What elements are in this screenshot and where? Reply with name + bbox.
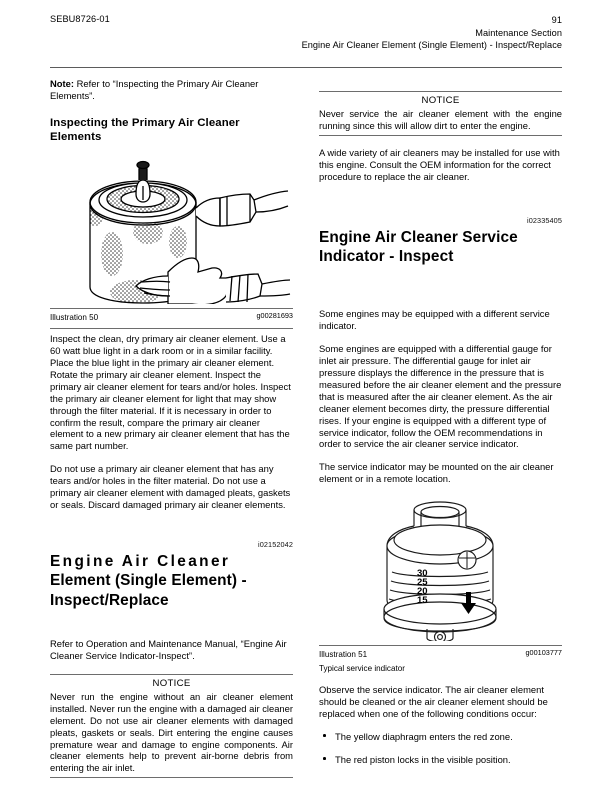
heading-service-indicator-inspect: [319, 228, 562, 267]
page-number: 91: [551, 15, 562, 25]
illustration-50-number: Illustration 50: [50, 313, 99, 323]
bullet-2-text: The red piston locks in the visible position.: [335, 753, 511, 765]
topic-name: Engine Air Cleaner Element (Single Element) - Inspect/Replace: [301, 40, 562, 51]
right-notice-box: [319, 91, 562, 136]
right-paragraph-3: Some engines are equipped with a differential gauge for inlet air pressure. The differential gauge for inlet air pressure displays the difference in the pressure that is measured before the air cleaner element and the pressure that is measured after the air cleaner element. As the air cleaner element becomes dirty, the pressure differential rises. If your engine is equipped with a different type of service indicator, follow the OEM recommendations in order to service the air cleaner service indicator.: [319, 343, 562, 450]
note-label: Note:: [50, 78, 75, 89]
bullet-item-1: [319, 731, 562, 743]
bullet-dot-icon: [323, 734, 326, 737]
illustration-50-divider-bottom: [50, 328, 293, 329]
heading-line-1: Engine Air Cleaner: [50, 552, 231, 570]
left-notice-box: [50, 674, 293, 778]
illustration-51-caption: Typical service indicator: [319, 664, 405, 674]
heading-inspecting-primary: Inspecting the Primary Air Cleaner Elements: [50, 116, 240, 144]
left-notice-body: Never run the engine without an air cleaner element installed. Never run the engine with a damaged air cleaner element. Do not use air cleaner elements with damaged pleats, gaskets or seals. Dirt entering the engine causes premature wear and damage to engine components. Air cleaner elements help to prevent air-borne debris from entering the air inlet.: [50, 690, 293, 774]
section-name: Maintenance Section: [475, 27, 562, 38]
illustration-51-graphic-id: g00103777: [525, 648, 562, 658]
heading-line-3: Inspect/Replace: [50, 591, 169, 609]
right-paragraph-1: A wide variety of air cleaners may be installed for use with this engine. Consult the OEM information for the correct procedure to replace the air cleaner.: [319, 146, 560, 182]
svg-text:15: 15: [417, 595, 428, 607]
right-notice-rule-bottom: [319, 135, 562, 136]
left-paragraph-3: Refer to Operation and Maintenance Manual, “Engine Air Cleaner Service Indicator-Inspect”.: [50, 638, 287, 662]
left-paragraph-2: Do not use a primary air cleaner element that has any tears and/or holes in the filter material. Do not use a primary air cleaner element with damaged pleats, gaskets or seals. Discard damaged primary air cleaner elements.: [50, 463, 291, 510]
left-notice-title: NOTICE: [152, 677, 191, 689]
svg-text:30: 30: [417, 568, 428, 580]
left-column: [50, 78, 293, 789]
illustration-50-graphic-id: g00281693: [256, 311, 293, 321]
left-paragraph-1: Inspect the clean, dry primary air cleaner element. Use a 60 watt blue light in a dark room or in a similar facility. Place the blue light in the primary air cleaner element. Rotate the primary air cleaner element. Inspect the primary air cleaner element for tears and/or holes. Inspect the primary air cleaner element for light that may show through the filter material. If it is necessary in order to confirm the result, compare the primary air cleaner element to a new primary air cleaner element that has the same part number.: [50, 333, 291, 452]
page-header: [50, 14, 562, 62]
document-number: SEBU8726-01: [50, 14, 110, 24]
left-section-id: i02152042: [258, 539, 293, 549]
illustration-51-divider: [319, 645, 562, 646]
heading-engine-air-cleaner-element: [50, 552, 293, 610]
svg-text:25: 25: [417, 577, 428, 589]
illustration-51-number: Illustration 51: [319, 650, 368, 660]
header-right-block: [302, 14, 562, 52]
right-section-id: i02335405: [527, 215, 562, 225]
right-heading-line-2: Indicator - Inspect: [319, 247, 454, 265]
header-divider: [50, 67, 562, 68]
right-paragraph-2: Some engines may be equipped with a different service indicator.: [319, 308, 550, 332]
illustration-50-caption-row: [50, 313, 293, 324]
right-notice-title: NOTICE: [421, 95, 460, 106]
right-paragraph-5: Observe the service indicator. The air cleaner element should be cleaned or the air cleaner element should be replaced when one of the following conditions occur:: [319, 684, 548, 719]
note-text: Refer to “Inspecting the Primary Air Cleaner Elements”.: [50, 78, 259, 101]
illustration-50-divider: [50, 308, 293, 309]
bullet-1-text: The yellow diaphragm enters the red zone.: [335, 730, 513, 742]
note-paragraph: [50, 78, 293, 102]
svg-text:20: 20: [417, 586, 428, 598]
right-notice-body: Never service the air cleaner element with the engine running since this will allow dirt to enter the engine.: [319, 108, 562, 131]
bullet-dot-icon: [323, 757, 326, 760]
heading-line-2: Element (Single Element) -: [50, 572, 247, 590]
illustration-51-caption-row: [319, 650, 562, 661]
bullet-item-2: [319, 754, 562, 766]
left-notice-rule-bottom: [50, 777, 293, 778]
air-cleaner-inspection-illustration: [50, 154, 293, 304]
right-paragraph-4: The service indicator may be mounted on the air cleaner element or in a remote location.: [319, 461, 554, 485]
service-indicator-illustration: [319, 496, 562, 641]
right-column: [319, 78, 562, 777]
right-heading-line-1: Engine Air Cleaner Service: [319, 228, 518, 246]
indicator-scale-labels: [417, 568, 428, 606]
